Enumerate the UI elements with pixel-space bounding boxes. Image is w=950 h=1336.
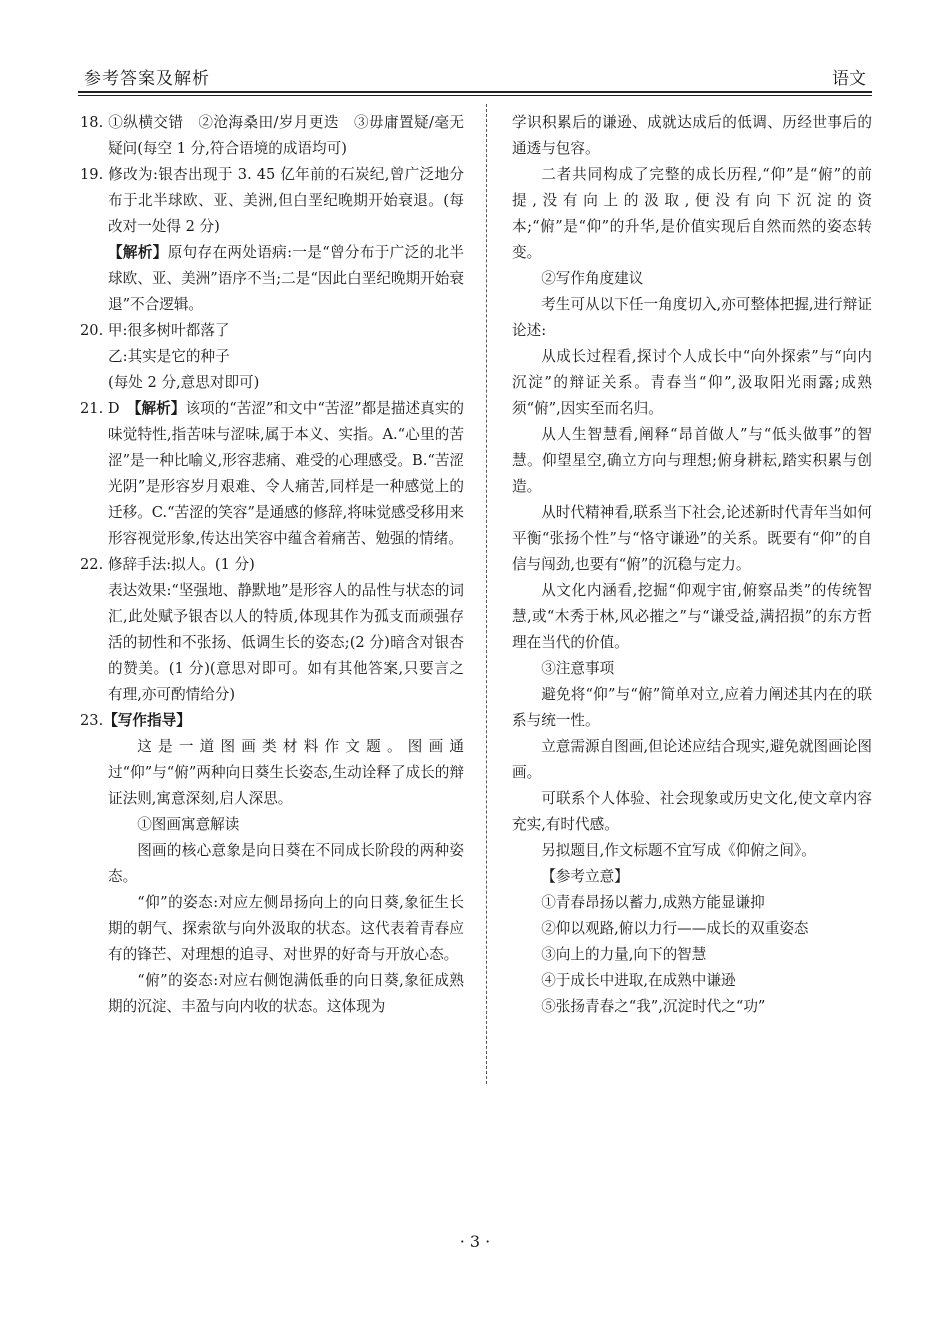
- page-number: · 3 ·: [459, 1232, 491, 1251]
- paragraph: 考生可从以下任一角度切入,亦可整体把握,进行辩证论述:: [512, 296, 872, 339]
- q21-answer: [80, 396, 464, 552]
- paragraph: 二者共同构成了完整的成长历程,“仰”是“俯”的前提,没有向上的汲取,便没有向下沉淀的资本;“俯”是“仰”的升华,是价值实现后自然而然的姿态转变。: [512, 166, 872, 261]
- header-rule-thick: [78, 91, 872, 93]
- q20-answer-2: 乙:其实是它的种子: [108, 348, 230, 365]
- section-1-title: ①图画寓意解读: [137, 816, 240, 833]
- q22-answer: 22. 修辞手法:拟人。(1 分): [80, 556, 255, 573]
- reference-item: ④于成长中进取,在成熟中谦逊: [541, 972, 736, 989]
- right-column: [512, 110, 872, 1020]
- q23-tag: 【写作指导】: [103, 712, 191, 729]
- reference-item: ③向上的力量,向下的智慧: [541, 946, 707, 963]
- header-rule-thin: [78, 95, 872, 96]
- paragraph: 从成长过程看,探讨个人成长中“向外探索”与“向内沉淀”的辩证关系。青春当“仰”,汲取阳光雨露;成熟须“俯”,因实至而名归。: [512, 348, 872, 417]
- paragraph: 立意需源自图画,但论述应结合现实,避免就图画论图画。: [512, 738, 872, 781]
- q23-heading: [80, 708, 464, 734]
- page-header: [78, 58, 872, 90]
- column-divider: [486, 104, 487, 1084]
- q19-analysis: [80, 240, 464, 318]
- q21-choice: 21. D: [80, 400, 135, 417]
- section-1-paragraph: 图画的核心意象是向日葵在不同成长阶段的两种姿态。: [108, 842, 464, 885]
- reference-title: 【参考立意】: [541, 868, 629, 885]
- section-1-paragraph: “仰”的姿态:对应左侧昂扬向上的向日葵,象征生长期的朝气、探索欲与向外汲取的状态。这代表着青春应有的锋芒、对理想的追寻、对世界的好奇与开放心态。: [108, 894, 464, 963]
- q20-answer: 20. 甲:很多树叶都落了: [80, 322, 230, 339]
- paragraph: 从时代精神看,联系当下社会,论述新时代青年当如何平衡“张扬个性”与“恪守谦逊”的关系。既要有“仰”的自信与闯劲,也要有“俯”的沉稳与定力。: [512, 504, 872, 573]
- reference-item: ②仰以观路,俯以力行——成长的双重姿态: [541, 920, 809, 937]
- q19-analysis-text: 原句存在两处语病:一是“曾分布于广泛的北半球欧、亚、美洲”语序不当;二是“因此白垩纪晚期开始衰退”不合逻辑。: [108, 244, 464, 313]
- left-column: [80, 110, 464, 1020]
- paragraph: 另拟题目,作文标题不宜写成《仰俯之间》。: [541, 842, 816, 859]
- paragraph: 可联系个人体验、社会现象或历史文化,使文章内容充实,有时代感。: [512, 790, 872, 833]
- q20-score-note: (每处 2 分,意思对即可): [108, 374, 260, 391]
- q23-intro: 这是一道图画类材料作文题。图画通过“仰”与“俯”两种向日葵生长姿态,生动诠释了成长的辩证法则,寓意深刻,启人深思。: [108, 738, 464, 807]
- q19-analysis-tag: 【解析】: [108, 244, 168, 261]
- section-3-title: ③注意事项: [541, 660, 615, 677]
- section-1-paragraph: “俯”的姿态:对应右侧饱满低垂的向日葵,象征成熟期的沉淀、丰盈与向内收的状态。这体现为: [108, 972, 464, 1015]
- q22-effect: 表达效果:“坚强地、静默地”是形容人的品性与状态的词汇,此处赋予银杏以人的特质,体现其作为孤支而顽强存活的韧性和不张扬、低调生长的姿态;(2 分)暗含对银杏的赞美。(1 分)(意思对即可。如有其他答案,只要言之有理,亦可酌情给分): [108, 582, 464, 703]
- q21-analysis-text: 该项的“苦涩”和文中“苦涩”都是描述真实的味觉特性,指苦味与涩味,属于本义、实指。A.“心里的苦涩”是一种比喻义,形容悲痛、难受的心理感受。B.“苦涩光阴”是形容岁月艰难、令人痛苦,同样是一种感觉上的迁移。C.“苦涩的笑容”是通感的修辞,将味觉感受移用来形容视觉形象,传达出笑容中蕴含着痛苦、勉强的情绪。: [108, 400, 464, 547]
- section-2-title: ②写作角度建议: [541, 270, 644, 287]
- q21-analysis-tag: 【解析】: [134, 400, 186, 417]
- q18-answer: 18. ①纵横交错 ②沧海桑田/岁月更迭 ③毋庸置疑/毫无疑问(每空 1 分,符合语境的成语均可): [80, 114, 464, 157]
- header-title: 参考答案及解析: [84, 69, 210, 89]
- reference-item: ⑤张扬青春之“我”,沉淀时代之“功”: [541, 998, 766, 1015]
- paragraph: 避免将“仰”与“俯”简单对立,应着力阐述其内在的联系与统一性。: [512, 686, 872, 729]
- paragraph: 从人生智慧看,阐释“昂首做人”与“低头做事”的智慧。仰望星空,确立方向与理想;俯身耕耘,踏实积累与创造。: [512, 426, 872, 495]
- q23-number: 23.: [80, 712, 104, 729]
- header-subject: 语文: [832, 69, 866, 89]
- q19-answer: 19. 修改为:银杏出现于 3. 45 亿年前的石炭纪,曾广泛地分布于北半球欧、亚、美洲,但白垩纪晚期开始衰退。(每改对一处得 2 分): [80, 166, 464, 235]
- reference-item: ①青春昂扬以蓄力,成熟方能显谦抑: [541, 894, 765, 911]
- paragraph: 从文化内涵看,挖掘“仰观宇宙,俯察品类”的传统智慧,或“木秀于林,风必摧之”与“谦受益,满招损”的东方哲理在当代的价值。: [512, 582, 872, 651]
- continued-paragraph: 学识积累后的谦逊、成就达成后的低调、历经世事后的通透与包容。: [512, 114, 872, 157]
